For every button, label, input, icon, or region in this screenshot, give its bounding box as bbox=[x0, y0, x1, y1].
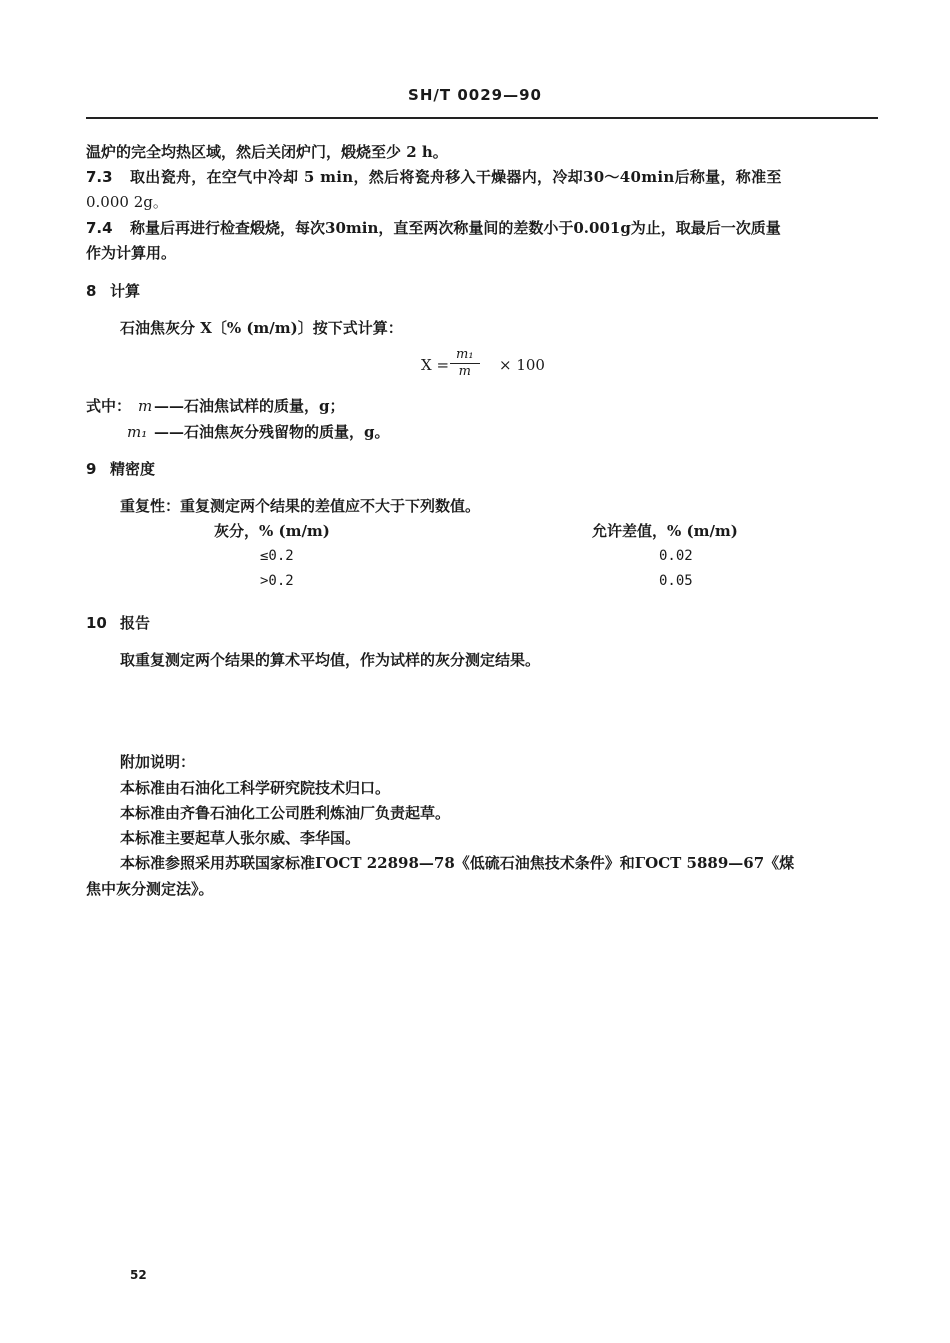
formula-numerator: m₁ bbox=[450, 347, 480, 364]
where-label: 式中： bbox=[86, 397, 132, 415]
section-7-4-number: 7.4 bbox=[86, 219, 113, 237]
table-col2-header: 允许差值，% (m/m) bbox=[592, 522, 738, 540]
table-col1-header: 灰分，% (m/m) bbox=[214, 522, 330, 540]
section-8-title: 计算 bbox=[110, 282, 141, 300]
section-10-text: 取重复测定两个结果的算术平均值，作为试样的灰分测定结果。 bbox=[120, 651, 541, 669]
section-7-3-line-2: 0.000 2g。 bbox=[86, 193, 168, 211]
table-row-1-ash: ≤0.2 bbox=[260, 548, 294, 564]
section-9-number: 9 bbox=[86, 460, 97, 478]
header-code: SH/T 0029—90 bbox=[408, 86, 542, 104]
section-7-4-line-1: 称量后再进行检查煅烧，每次30min，直至两次称量间的差数小于0.001g为止，取最后一次质量 bbox=[130, 219, 781, 237]
page-number: 52 bbox=[130, 1268, 147, 1282]
formula-lhs: X = bbox=[421, 356, 450, 374]
appendix-line-4: 本标准参照采用苏联国家标准ГОСТ 22898—78《低硫石油焦技术条件》和ГОСТ 5889—67《煤 bbox=[120, 854, 795, 872]
table-row-2-ash: >0.2 bbox=[260, 573, 294, 589]
section-9-intro: 重复性：重复测定两个结果的差值应不大于下列数值。 bbox=[120, 497, 481, 515]
appendix-line-1: 本标准由石油化工科学研究院技术归口。 bbox=[120, 779, 391, 797]
section-8-number: 8 bbox=[86, 282, 97, 300]
section-10-title: 报告 bbox=[120, 614, 151, 632]
section-7-4-line-2: 作为计算用。 bbox=[86, 244, 177, 262]
appendix-title: 附加说明： bbox=[120, 753, 196, 771]
where-1-text: ——石油焦试样的质量，g； bbox=[154, 397, 345, 415]
table-row-2-allow: 0.05 bbox=[659, 573, 693, 589]
appendix-line-3: 本标准主要起草人张尔威、李华国。 bbox=[120, 829, 361, 847]
header-rule bbox=[86, 117, 878, 119]
where-2-symbol: m₁ bbox=[127, 423, 148, 441]
section-7-3-line-1: 取出瓷舟，在空气中冷却 5 min，然后将瓷舟移入干燥器内，冷却30～40min后称量，称准至 bbox=[130, 168, 782, 186]
section-7-3-number: 7.3 bbox=[86, 168, 113, 186]
formula-denominator: m bbox=[458, 364, 471, 379]
section-9-title: 精密度 bbox=[110, 460, 156, 478]
section-10-number: 10 bbox=[86, 614, 107, 632]
where-1-symbol: m bbox=[138, 397, 153, 415]
appendix-line-2: 本标准由齐鲁石油化工公司胜利炼油厂负责起草。 bbox=[120, 804, 451, 822]
where-2-text: ——石油焦灰分残留物的质量，g。 bbox=[154, 423, 390, 441]
appendix-line-5: 焦中灰分测定法》。 bbox=[86, 880, 214, 898]
section-8-intro: 石油焦灰分 X〔% (m/m)〕按下式计算： bbox=[120, 319, 403, 337]
paragraph-continuation: 温炉的完全均热区域，然后关闭炉门，煅烧至少 2 h。 bbox=[86, 143, 448, 161]
formula-rhs: × 100 bbox=[499, 356, 545, 374]
formula-fraction bbox=[450, 347, 480, 380]
table-row-1-allow: 0.02 bbox=[659, 548, 693, 564]
